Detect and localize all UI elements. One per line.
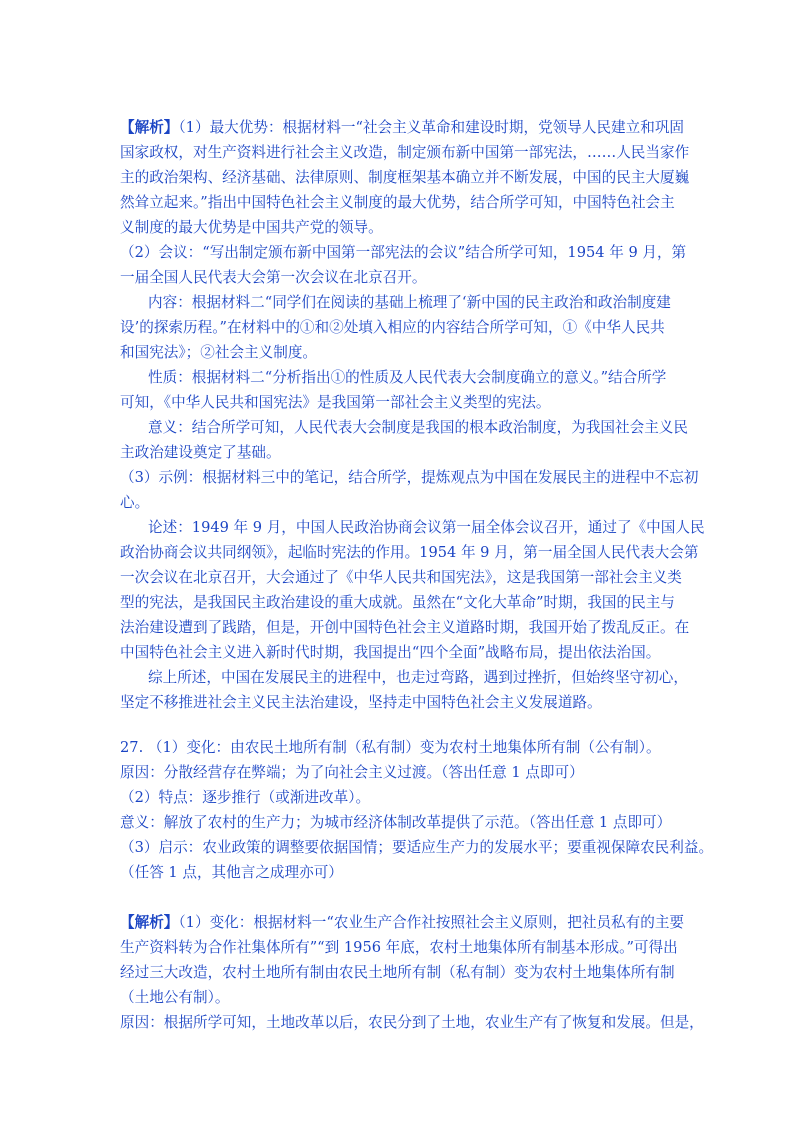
paragraph-line: 【解析】（1）最大优势：根据材料一“社会主义革命和建设时期，党领导人民建立和巩固: [120, 119, 685, 136]
paragraph-line: 综上所述，中国在发展民主的进程中，也走过弯路，遇到过挫折，但始终坚守初心，: [148, 669, 688, 686]
paragraph-line: （3）示例：根据材料三中的笔记，结合所学，提炼观点为中国在发展民主的进程中不忘初: [120, 469, 699, 486]
paragraph-line: 一次会议在北京召开，大会通过了《中华人民共和国宪法》，这是我国第一部社会主义类: [120, 569, 682, 586]
analysis-label: 【解析】: [120, 119, 179, 136]
answer-line: （2）特点：逐步推行（或渐进改革）。: [120, 789, 371, 806]
paragraph-line: 坚定不移推进社会主义民主法治建设，坚持走中国特色社会主义发展道路。: [120, 694, 602, 711]
analysis-label: 【解析】: [120, 914, 179, 931]
paragraph-line: 和国宪法》；②社会主义制度。: [120, 344, 318, 361]
paragraph-line: 论述：1949 年 9 月，中国人民政治协商会议第一届全体会议召开，通过了《中国人民: [148, 519, 705, 536]
answer-line: （3）启示：农业政策的调整要依据国情；要适应生产力的发展水平；要重视保障农民利益。: [120, 839, 714, 856]
answer-line: 原因：分散经营存在弊端；为了向社会主义过渡。（答出任意 1 点即可）: [120, 764, 584, 781]
paragraph-line: 主的政治架构、经济基础、法律原则、制度框架基本确立并不断发展，中国的民主大厦巍: [120, 169, 690, 186]
paragraph-line: 型的宪法，是我国民主政治建设的重大成就。虽然在“文化大革命”时期，我国的民主与: [120, 594, 675, 611]
paragraph-line: 中国特色社会主义进入新时代时期，我国提出“四个全面”战略布局，提出依法治国。: [120, 644, 661, 661]
paragraph-line: 原因：根据所学可知，土地改革以后，农民分到了土地，农业生产有了恢复和发展。但是，: [120, 1014, 704, 1031]
paragraph-line: 意义：结合所学可知，人民代表大会制度是我国的根本政治制度，为我国社会主义民: [148, 419, 688, 436]
paragraph-line: 法治建设遭到了践踏，但是，开创中国特色社会主义道路时期，我国开始了拨乱反正。在: [120, 619, 690, 636]
paragraph-line: 性质：根据材料二“分析指出①的性质及人民代表大会制度确立的意义。”结合所学: [148, 369, 667, 386]
paragraph-line: 经过三大改造，农村土地所有制由农民土地所有制（私有制）变为农村土地集体所有制: [120, 964, 675, 981]
answer-line: 27. （1）变化：由农民土地所有制（私有制）变为农村土地集体所有制（公有制）。: [120, 739, 661, 756]
paragraph-line: 一届全国人民代表大会第一次会议在北京召开。: [120, 269, 427, 286]
paragraph-line: 心。: [120, 494, 150, 511]
paragraph-line: 国家政权，对生产资料进行社会主义改造，制定颁布新中国第一部宪法，……人民当家作: [120, 144, 690, 161]
paragraph-line: （2）会议：“写出制定颁布新中国第一部宪法的会议”结合所学可知，1954 年 9 月，第: [120, 244, 687, 261]
paragraph-line: 主政治建设奠定了基础。: [120, 444, 281, 461]
paragraph-line: 【解析】（1）变化：根据材料一“农业生产合作社按照社会主义原则，把社员私有的主要: [120, 914, 685, 931]
paragraph-line: 然耸立起来。”指出中国特色社会主义制度的最大优势，结合所学可知，中国特色社会主: [120, 194, 675, 211]
paragraph-line: 政治协商会议共同纲领》，起临时宪法的作用。1954 年 9 月，第一届全国人民代表大会第: [120, 544, 699, 561]
paragraph-line: （土地公有制）。: [120, 989, 230, 1006]
paragraph-line: 义制度的最大优势是中国共产党的领导。: [120, 219, 383, 236]
paragraph-line: 内容：根据材料二“同学们在阅读的基础上梳理了‘新中国的民主政治和政治制度建: [148, 294, 671, 311]
answer-line: （任答 1 点，其他言之成理亦可）: [120, 864, 343, 881]
paragraph-line: 可知，《中华人民共和国宪法》是我国第一部社会主义类型的宪法。: [120, 394, 551, 411]
paragraph-line: 设’的探索历程。”在材料中的①和②处填入相应的内容结合所学可知，①《中华人民共: [120, 319, 665, 336]
paragraph-line: 生产资料转为合作社集体所有”“到 1956 年底，农村土地集体所有制基本形成。”可得出: [120, 939, 678, 956]
answer-line: 意义：解放了农村的生产力；为城市经济体制改革提供了示范。（答出任意 1 点即可）: [120, 814, 672, 831]
